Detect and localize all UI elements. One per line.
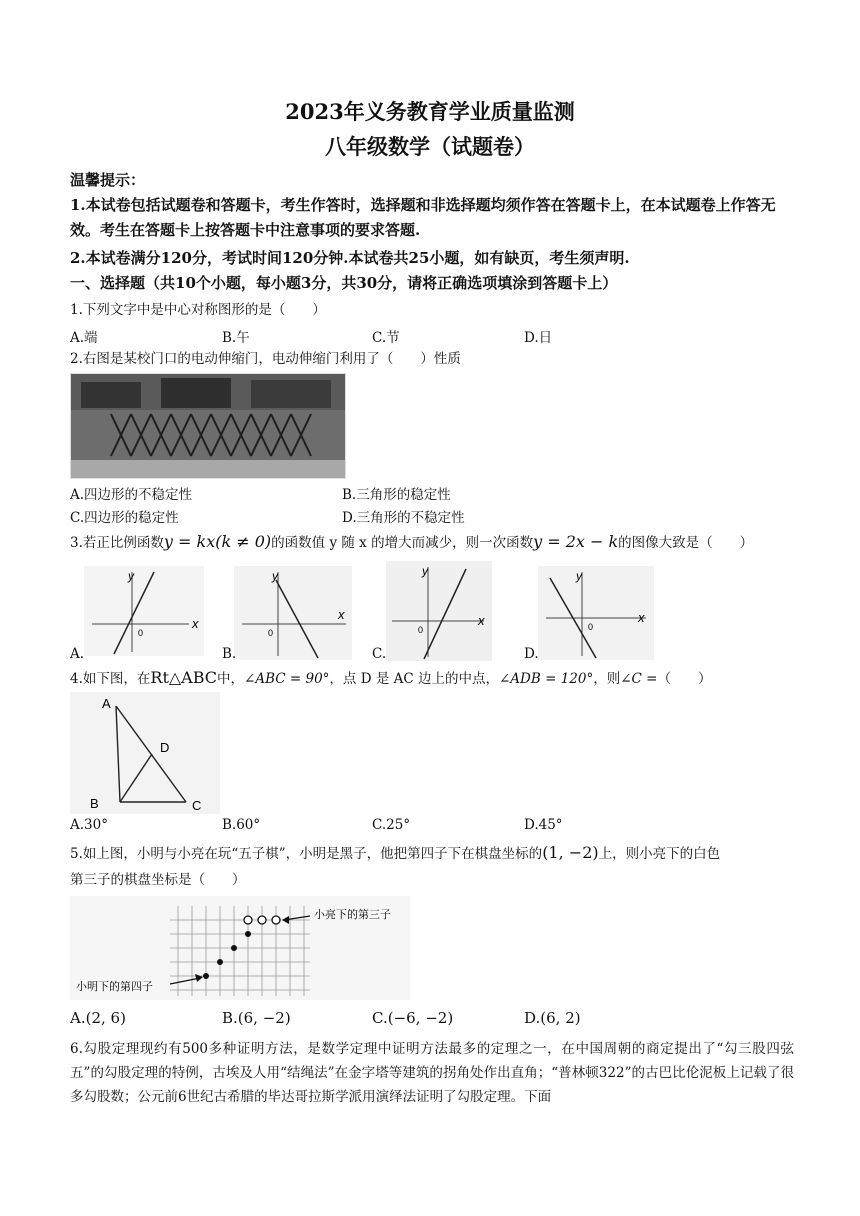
q2-stem: 2.右图是某校门口的电动伸缩门，电动伸缩门利用了（ ）性质 — [70, 351, 461, 367]
q3-option-c: C. — [372, 646, 387, 662]
q3b-origin: 0 — [268, 628, 274, 638]
q3-stem-pre: 3.若正比例函数 — [70, 535, 164, 551]
q4-option-d: D.45° — [524, 817, 563, 833]
section-heading: 一、选择题（共10个小题，每小题3分，共30分，请将正确选项填涂到答题卡上） — [70, 274, 618, 292]
q5-option-d: D.(6, 2) — [524, 1009, 581, 1027]
q1-option-b: B.午 — [222, 330, 250, 346]
white-stone — [272, 916, 280, 924]
exam-title: 2023年义务教育学业质量监测 — [285, 99, 575, 124]
q4-stem-pre: 4.如下图，在 — [70, 671, 151, 687]
q4-label-c: C — [192, 798, 202, 813]
q1-option-a: A.端 — [70, 330, 98, 346]
q3b-x-label: x — [338, 607, 345, 622]
white-stone — [258, 916, 266, 924]
q4-stem-mid2: ，点 D 是 AC 边上的中点， — [329, 671, 499, 687]
q3-formula-2: y = 2x − k — [533, 532, 619, 551]
q4-formula-2: ∠ABC = 90° — [244, 671, 330, 687]
q3c-origin: 0 — [418, 625, 424, 635]
q5-option-c: C.(−6, −2) — [372, 1009, 454, 1027]
q4-stem-post: （ ） — [657, 671, 712, 687]
black-stone — [217, 959, 223, 965]
q1-option-d: D.日 — [524, 330, 553, 346]
q5-stem-line2: 第三子的棋盘坐标是（ ） — [70, 872, 246, 888]
q3-option-d: D. — [524, 646, 539, 662]
q4-option-b: B.60° — [222, 817, 261, 833]
q3-graph-b — [234, 566, 352, 660]
black-stone — [231, 945, 237, 951]
q1-option-c: C.节 — [372, 330, 400, 346]
q4-label-b: B — [90, 796, 99, 811]
label-xiaoming: 小明下的第四子 — [76, 981, 153, 993]
notice-item-2: 2.本试卷满分120分，考试时间120分钟.本试卷共25小题，如有缺页，考生须声明. — [70, 249, 630, 267]
notice-heading: 温馨提示： — [70, 171, 146, 189]
q5-option-a: A.(2, 6) — [70, 1009, 126, 1027]
gate-photo — [70, 373, 346, 479]
q2-option-a: A.四边形的不稳定性 — [70, 487, 193, 503]
q4-stem — [70, 667, 794, 690]
gate-illustration — [71, 374, 345, 478]
q2-option-c: C.四边形的稳定性 — [70, 510, 179, 526]
q3d-x-label: x — [638, 610, 645, 625]
q3-stem — [70, 531, 794, 554]
q3-graph-c — [386, 561, 492, 661]
q4-label-d: D — [160, 740, 170, 755]
q3b-y-label: y — [272, 569, 278, 583]
q4-stem-mid1: 中， — [217, 671, 245, 687]
black-stone — [245, 931, 251, 937]
label-xiaoliang: 小亮下的第三子 — [314, 909, 391, 921]
q3d-y-label: y — [576, 569, 582, 583]
notice-item-1: 1.本试卷包括试题卷和答题卡，考生作答时，选择题和非选择题均须作答在答题卡上，在本试题卷上作答无效。考生在答题卡上按答题卡中注意事项的要求答题. — [70, 196, 776, 239]
q5-formula: (1, −2) — [542, 843, 599, 862]
q4-option-a: A.30° — [70, 817, 108, 833]
exam-subtitle: 八年级数学（试题卷） — [325, 134, 535, 159]
white-stone — [244, 916, 252, 924]
q5-option-b: B.(6, −2) — [222, 1009, 291, 1027]
q3a-x-label: x — [192, 616, 199, 631]
q5-stem-pre: 5.如上图，小明与小亮在玩“五子棋”，小明是黑子，他把第四子下在棋盘坐标的 — [70, 846, 543, 862]
q4-formula-1: Rt△ABC — [150, 668, 218, 687]
q3c-x-label: x — [478, 613, 485, 628]
q3-option-b: B. — [222, 646, 237, 662]
q5-stem-line1 — [70, 842, 794, 865]
black-stone — [203, 973, 209, 979]
q6-text: 6.勾股定理现约有500多种证明方法，是数学定理中证明方法最多的定理之一，在中国周朝的商定提出了“勾三股四弦五”的勾股定理的特例，古埃及人用“结绳法”在金字塔等建筑的拐角处作出直角；“普林顿322”的古巴比伦泥板上记载了很多勾股数；公元前6世纪古希腊的毕达哥拉斯学派用演绎法证明了勾股定理。下面 — [70, 1041, 794, 1105]
q2-option-b: B.三角形的稳定性 — [342, 487, 451, 503]
q3-stem-post: 的图像大致是（ ） — [618, 535, 754, 551]
q4-option-c: C.25° — [372, 817, 411, 833]
q2-option-d: D.三角形的不稳定性 — [342, 510, 465, 526]
q4-triangle-figure — [70, 692, 220, 814]
q4-label-a: A — [102, 696, 111, 711]
q3c-y-label: y — [422, 564, 428, 578]
q3-formula-1: y = kx(k ≠ 0) — [163, 532, 272, 551]
q3-graph-d — [538, 566, 654, 660]
q5-stem-post: 上，则小亮下的白色 — [598, 846, 721, 862]
q4-formula-3: ∠ADB = 120° — [499, 671, 594, 687]
q3-graph-a — [84, 566, 204, 656]
q4-stem-mid3: ，则 — [593, 671, 621, 687]
q3a-origin: 0 — [138, 628, 144, 638]
q3-stem-mid: 的函数值 y 随 x 的增大而减少，则一次函数 — [271, 535, 534, 551]
q3-option-a: A. — [70, 646, 85, 662]
q4-formula-4: ∠C = — [620, 671, 658, 687]
q3d-origin: 0 — [588, 622, 594, 632]
q1-stem: 1.下列文字中是中心对称图形的是（ ） — [70, 302, 326, 318]
q3a-y-label: y — [128, 569, 134, 583]
q5-chessboard-figure — [70, 896, 410, 1000]
